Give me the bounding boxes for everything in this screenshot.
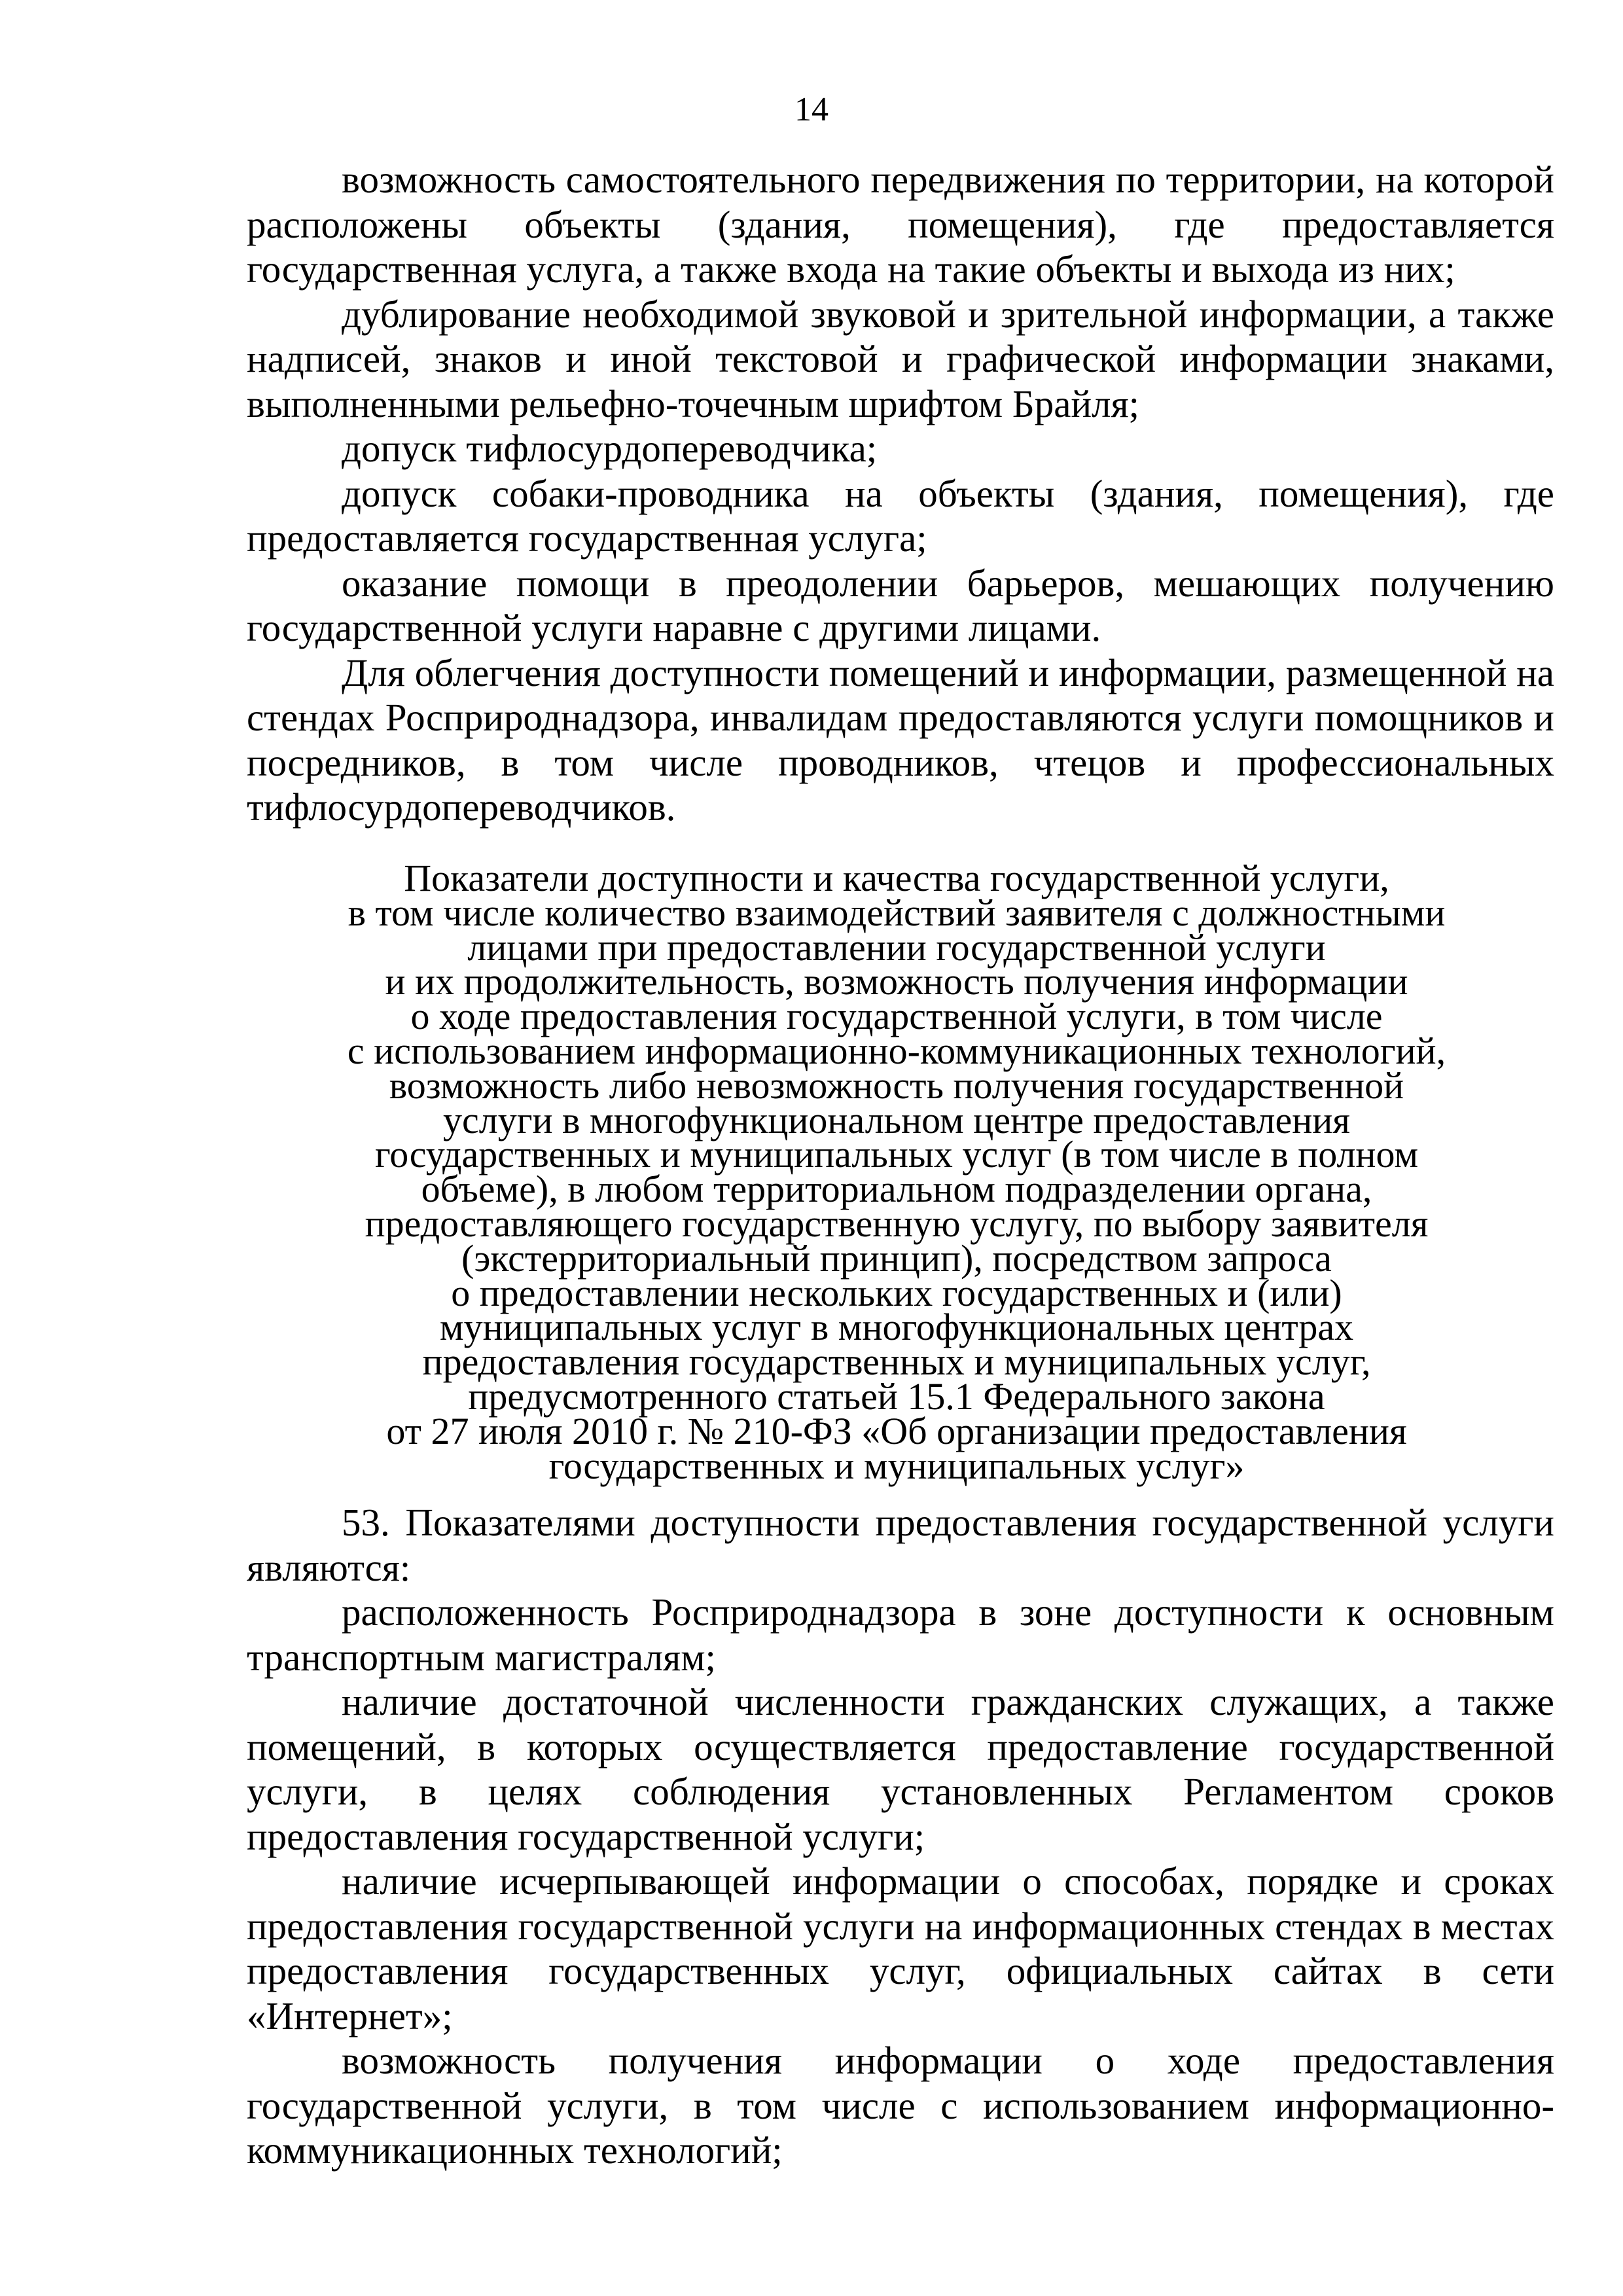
heading-line: возможность либо невозможность получения государственной — [389, 1064, 1404, 1107]
paragraph: наличие достаточной численности гражданских служащих, а также помещений, в которых осуществляется предоставление государственной услуги, в целях соблюдения установленных Регламентом сроков предоставления государственной услуги; — [247, 1680, 1554, 1858]
heading-line: с использованием информационно-коммуникационных технологий, — [347, 1029, 1446, 1072]
paragraph: 53. Показателями доступности предоставления государственной услуги являются: — [247, 1501, 1554, 1589]
paragraph: допуск тифлосурдопереводчика; — [342, 427, 878, 470]
heading-line: объеме), в любом территориальном подразделении органа, — [421, 1168, 1372, 1211]
paragraph: наличие исчерпывающей информации о способах, порядке и сроках предоставления государственной услуги на информационных стендах в местах предоставления государственных услуг, официальных сайтах в сети «Интернет»; — [247, 1859, 1554, 2037]
heading-line: предоставления государственных и муниципальных услуг, — [422, 1340, 1371, 1384]
heading-line: (экстерриториальный принцип), посредством запроса — [461, 1236, 1332, 1280]
paragraph: допуск собаки-проводника на объекты (здания, помещения), где предоставляется государственная услуга; — [247, 471, 1554, 560]
heading-line: государственных и муниципальных услуг» — [548, 1444, 1245, 1487]
heading-line: о ходе предоставления государственной услуги, в том числе — [410, 995, 1383, 1038]
heading-line: о предоставлении нескольких государственных и (или) — [451, 1271, 1342, 1314]
paragraph: оказание помощи в преодолении барьеров, мешающих получению государственной услуги наравне с другими лицами. — [247, 561, 1554, 649]
bottom-text-block — [247, 1500, 1554, 2173]
heading-line: и их продолжительность, возможность получения информации — [385, 960, 1408, 1003]
heading-line: от 27 июля 2010 г. № 210-ФЗ «Об организации предоставления — [386, 1409, 1407, 1452]
page-number: 14 — [794, 91, 829, 128]
heading-line: муниципальных услуг в многофункциональных центрах — [439, 1306, 1354, 1349]
heading-line: Показатели доступности и качества государственной услуги, — [404, 857, 1389, 899]
paragraph: дублирование необходимой звуковой и зрительной информации, а также надписей, знаков и иной текстовой и графической информации знаками, выполненными рельефно-точечным шрифтом Брайля; — [247, 292, 1554, 425]
heading-line: услуги в многофункциональном центре предоставления — [443, 1098, 1350, 1141]
heading-line: предоставляющего государственную услугу, по выбору заявителя — [365, 1202, 1429, 1245]
paragraph: возможность самостоятельного передвижения по территории, на которой расположены объекты (здания, помещения), где предоставляется государственная услуга, а также входа на такие объекты и выхода из них; — [247, 158, 1554, 291]
heading-line: государственных и муниципальных услуг (в том числе в полном — [374, 1133, 1419, 1176]
paragraph: расположенность Росприроднадзора в зоне доступности к основным транспортным магистралям; — [247, 1590, 1554, 1679]
paragraph: Для облегчения доступности помещений и информации, размещенной на стендах Росприроднадзора, инвалидам предоставляются услуги помощников и посредников, в том числе проводников, чтецов и профессиональных тифлосурдопереводчиков. — [247, 651, 1554, 829]
top-text-block — [247, 157, 1554, 830]
section-heading — [308, 857, 1486, 1487]
heading-line: лицами при предоставлении государственной услуги — [467, 925, 1326, 969]
heading-line: в том числе количество взаимодействий заявителя с должностными — [348, 891, 1446, 934]
heading-line: предусмотренного статьей 15.1 Федерального закона — [468, 1374, 1325, 1418]
paragraph: возможность получения информации о ходе предоставления государственной услуги, в том числе с использованием информационно-коммуникационных технологий; — [247, 2039, 1554, 2172]
